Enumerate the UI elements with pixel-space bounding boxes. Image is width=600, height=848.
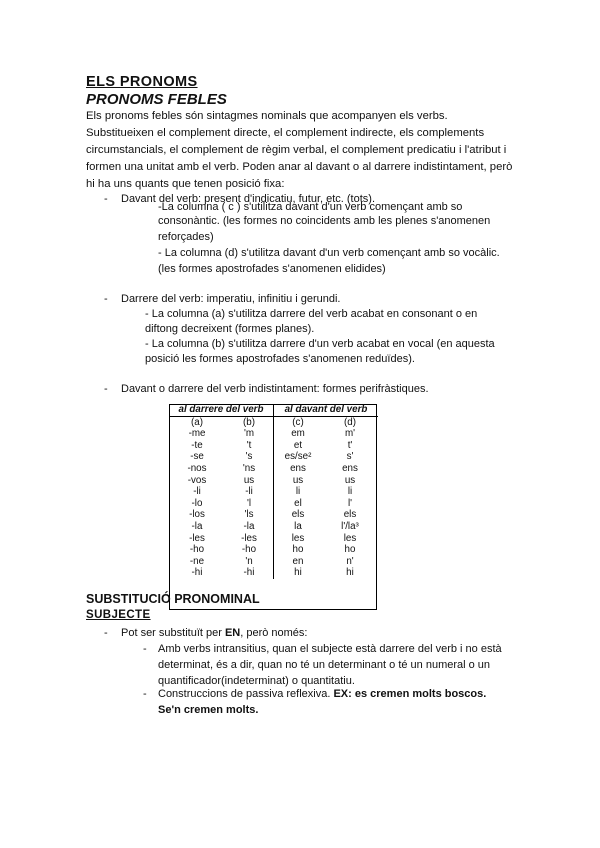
bullet-dash: - <box>104 627 108 639</box>
bullet-sub-line: (les formes apostrofades s'anomenen elidides) <box>158 263 386 275</box>
table-cell: ho <box>274 544 323 556</box>
bullet-text: Davant o darrere del verb indistintament: formes perifràstiques. <box>121 383 429 395</box>
table-cell: ens <box>274 463 323 475</box>
table-cell: -me <box>188 428 206 440</box>
table-header-before-verb: al davant del verb <box>274 404 379 416</box>
table-header-after-verb: al darrere del verb <box>169 404 274 416</box>
table-cell: -ho <box>189 544 205 556</box>
table-row <box>169 428 378 440</box>
pronoun-table <box>169 404 378 579</box>
section-heading-pronoms-febles: PRONOMS FEBLES <box>86 91 227 108</box>
table-cell: -los <box>189 509 205 521</box>
page-title: ELS PRONOMS <box>86 74 198 90</box>
table-row <box>169 463 378 475</box>
subsection-heading-subjecte: SUBJECTE <box>86 609 151 621</box>
table-row <box>169 498 378 510</box>
table-cell: t' <box>347 439 353 451</box>
table-cell: (c) <box>274 416 323 428</box>
table-row <box>169 416 378 428</box>
point-prefix: Pot ser substituït per <box>121 627 225 639</box>
table-cell: us <box>344 474 356 486</box>
table-cell: les <box>343 532 357 544</box>
table-cell: el <box>274 498 323 510</box>
section-heading-substitucio: SUBSTITUCIÓ PRONOMINAL <box>86 592 260 606</box>
table-row <box>169 521 378 533</box>
table-cell: us <box>274 475 323 487</box>
bullet-dash: - <box>104 293 108 305</box>
table-cell: -les <box>189 532 205 544</box>
table-row <box>169 509 378 521</box>
table-cell: -nos <box>187 462 207 474</box>
table-row <box>169 533 378 545</box>
table-cell: -ho <box>241 544 257 556</box>
table-cell: -se <box>190 451 204 463</box>
table-cell: -li <box>193 486 201 498</box>
bullet-sub-line: posició les formes apostrofades s'anomenen reduïdes). <box>145 353 415 365</box>
table-cell: les <box>274 533 323 545</box>
table-cell: -les <box>241 532 257 544</box>
table-cell: m' <box>344 428 356 440</box>
bullet-text: Darrere del verb: imperatiu, infinitiu i gerundi. <box>121 293 341 305</box>
bullet-sub-line: diftong decreixent (formes planes). <box>145 323 315 335</box>
bullet-sub-line: - La columna (a) s'utilitza darrere del verb acabat en consonant o en <box>145 308 478 320</box>
item-line: Amb verbs intransitius, quan el subjecte està darrere del verb i no està <box>158 643 502 655</box>
table-row <box>169 486 378 498</box>
intro-line: formen una unitat amb el verb. Poden anar al davant o al darrere indistintament, però <box>86 161 513 173</box>
table-cell: li <box>347 486 353 498</box>
table-cell: ens <box>342 462 358 474</box>
table-cell: l'/la³ <box>341 520 359 532</box>
table-cell: (b) <box>243 416 255 428</box>
table-cell: 'l <box>246 497 252 509</box>
table-cell: l' <box>347 497 353 509</box>
table-cell: hi <box>346 567 354 579</box>
bullet-dash: - <box>104 193 108 205</box>
table-cell: els <box>343 509 357 521</box>
table-cell: n' <box>346 555 354 567</box>
intro-line: circumstancials, el complement de règim verbal, el complement predicatiu i l'atribut i <box>86 144 507 156</box>
table-cell: -hi <box>191 567 203 579</box>
table-cell: 's <box>245 451 253 463</box>
table-cell: -li <box>245 486 253 498</box>
substitution-point <box>121 627 307 639</box>
table-cell: hi <box>274 567 323 579</box>
bullet-dash: - <box>104 383 108 395</box>
point-suffix: , però només: <box>240 627 308 639</box>
bullet-sub-line: reforçades) <box>158 231 214 243</box>
table-row <box>169 475 378 487</box>
bullet-dash: - <box>143 643 147 655</box>
table-cell: 'm <box>243 428 255 440</box>
item-line: determinat, és a dir, quan no té un determinant o té un numeral o un <box>158 659 491 671</box>
table-cell: en <box>274 556 323 568</box>
table-cell: es/se² <box>274 451 323 463</box>
bullet-dash: - <box>143 688 147 700</box>
example-bold: Se'n cremen molts. <box>158 704 259 716</box>
point-bold-en: EN <box>224 627 241 639</box>
table-cell: (d) <box>344 416 356 428</box>
bullet-sub-line: -La columna ( c ) s'utilitza davant d'un verb començant amb so <box>158 201 463 213</box>
table-row <box>169 451 378 463</box>
table-cell: els <box>274 509 323 521</box>
bullet-sub-line: consonàntic. (les formes no coincidents amb les plenes s'anomenen <box>158 215 491 227</box>
table-cell: -la <box>243 520 255 532</box>
table-cell: s' <box>346 451 354 463</box>
table-cell: -lo <box>191 497 203 509</box>
table-cell: -ne <box>189 555 205 567</box>
table-cell: la <box>274 521 323 533</box>
table-cell: -hi <box>243 567 255 579</box>
table-cell: 'ns <box>242 462 256 474</box>
table-cell: (a) <box>191 416 203 428</box>
example-bold: EX: es cremen molts boscos. <box>333 688 487 700</box>
table-cell: -te <box>191 439 203 451</box>
bullet-sub-line: - La columna (d) s'utilitza davant d'un verb començant amb so vocàlic. <box>158 247 500 259</box>
table-cell: et <box>274 440 323 452</box>
table-row <box>169 556 378 568</box>
bullet-sub-line: - La columna (b) s'utilitza darrere d'un verb acabat en vocal (en aquesta <box>145 338 495 350</box>
item-line <box>158 704 258 716</box>
table-row <box>169 440 378 452</box>
table-cell: us <box>243 474 255 486</box>
table-cell: li <box>274 486 323 498</box>
table-cell: 'n <box>245 555 253 567</box>
table-cell: 't <box>246 439 252 451</box>
table-cell: em <box>274 428 323 440</box>
intro-line: Els pronoms febles són sintagmes nominals que acompanyen els verbs. <box>86 110 448 122</box>
bullet-text: Davant del verb: present d'indicatiu, futur, etc. (tots). <box>121 193 376 205</box>
item-line: quantificador(indeterminat) o quantitatiu. <box>158 675 355 687</box>
item-normal: Construccions de passiva reflexiva. <box>158 688 334 700</box>
intro-line: Substitueixen el complement directe, el complement indirecte, els complements <box>86 127 485 139</box>
table-cell: 'ls <box>244 509 254 521</box>
table-cell: -la <box>191 520 203 532</box>
table-row <box>169 567 378 579</box>
table-row <box>169 544 378 556</box>
intro-line: hi ha uns quants que tenen posició fixa: <box>86 178 285 190</box>
table-cell: -vos <box>187 474 207 486</box>
item-line <box>158 688 486 700</box>
table-cell: ho <box>344 544 356 556</box>
